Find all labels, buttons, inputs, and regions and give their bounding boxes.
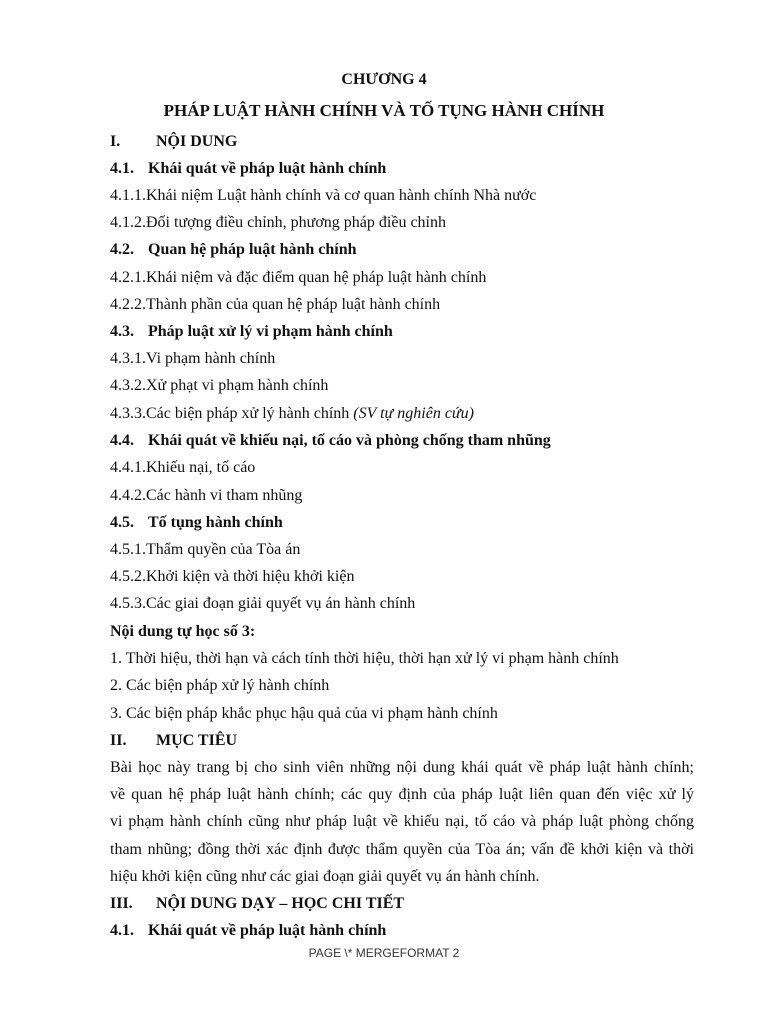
self-study-item: 3. Các biện pháp khắc phục hậu quả của vi phạm hành chính [110, 705, 498, 722]
heading-title: Khái quát về khiếu nại, tố cáo và phòng chống tham nhũng [148, 432, 551, 449]
chapter-number: CHƯƠNG 4 [341, 71, 427, 88]
self-study-title: Nội dung tự học số 3: [110, 623, 256, 640]
section-number: II. [110, 732, 127, 749]
objective-paragraph-line: tham nhũng; đồng thời xác định được thẩm quyền của Tòa án; vấn đề khởi kiện và thời [110, 841, 694, 858]
heading-4-2 [110, 240, 357, 260]
item-4-5-2: 4.5.2.Khởi kiện và thời hiệu khởi kiện [110, 568, 355, 585]
heading-4-5 [110, 513, 283, 533]
item-4-3-1: 4.3.1.Vi phạm hành chính [110, 350, 276, 367]
chapter-title: PHÁP LUẬT HÀNH CHÍNH VÀ TỐ TỤNG HÀNH CHÍNH [163, 101, 605, 120]
objective-paragraph-line: Bài học này trang bị cho sinh viên những nội dung khái quát về pháp luật hành chính; [110, 759, 694, 776]
item-4-1-1: 4.1.1.Khái niệm Luật hành chính và cơ quan hành chính Nhà nước [110, 187, 537, 204]
section-heading-content [110, 132, 237, 152]
heading-4-3 [110, 322, 393, 342]
item-4-4-1: 4.4.1.Khiếu nại, tố cáo [110, 459, 256, 476]
section-title: NỘI DUNG [156, 133, 238, 150]
item-4-5-1: 4.5.1.Thẩm quyền của Tòa án [110, 541, 301, 558]
heading-number: 4.5. [110, 514, 134, 531]
self-research-note: (SV tự nghiên cứu) [353, 405, 474, 422]
section-title: NỘI DUNG DẠY – HỌC CHI TIẾT [156, 895, 405, 912]
heading-number: 4.3. [110, 323, 134, 340]
heading-title: Quan hệ pháp luật hành chính [148, 241, 357, 258]
heading-title: Khái quát về pháp luật hành chính [148, 922, 387, 939]
item-4-2-2: 4.2.2.Thành phần của quan hệ pháp luật hành chính [110, 296, 441, 313]
self-study-item: 1. Thời hiệu, thời hạn và cách tính thời hiệu, thời hạn xử lý vi phạm hành chính [110, 650, 619, 667]
heading-number: 4.1. [110, 160, 134, 177]
section-number: I. [110, 133, 121, 150]
section-heading-objectives [110, 731, 237, 751]
heading-number: 4.1. [110, 922, 134, 939]
heading-4-1-repeat [110, 921, 386, 941]
heading-number: 4.4. [110, 432, 134, 449]
item-4-2-1: 4.2.1.Khái niệm và đặc điểm quan hệ pháp luật hành chính [110, 269, 487, 286]
heading-title: Pháp luật xử lý vi phạm hành chính [148, 323, 393, 340]
item-4-1-2: 4.1.2.Đối tượng điều chỉnh, phương pháp điều chỉnh [110, 214, 446, 231]
self-study-item: 2. Các biện pháp xử lý hành chính [110, 677, 330, 694]
heading-title: Khái quát về pháp luật hành chính [148, 160, 387, 177]
objective-paragraph-line: về quan hệ pháp luật hành chính; các quy định của pháp luật liên quan đến việc xử lý [110, 786, 694, 803]
objective-paragraph-line: hiệu khởi kiện cũng như các giai đoạn giải quyết vụ án hành chính. [110, 868, 540, 885]
item-4-3-2: 4.3.2.Xử phạt vi phạm hành chính [110, 377, 329, 394]
section-number: III. [110, 895, 133, 912]
objective-paragraph-line: vi phạm hành chính cũng như pháp luật về khiếu nại, tố cáo và pháp luật phòng chống [110, 813, 694, 830]
heading-4-1 [110, 159, 386, 179]
heading-4-4 [110, 431, 551, 451]
section-title: MỤC TIÊU [156, 732, 238, 749]
heading-title: Tố tụng hành chính [148, 514, 283, 531]
page-footer-field-code: PAGE \* MERGEFORMAT 2 [308, 946, 460, 960]
item-4-4-2: 4.4.2.Các hành vi tham nhũng [110, 487, 303, 504]
item-text: 4.3.3.Các biện pháp xử lý hành chính [110, 405, 354, 422]
item-4-5-3: 4.5.3.Các giai đoạn giải quyết vụ án hành chính [110, 595, 416, 612]
section-heading-detailed [110, 894, 404, 914]
item-4-3-3 [110, 404, 474, 424]
heading-number: 4.2. [110, 241, 134, 258]
